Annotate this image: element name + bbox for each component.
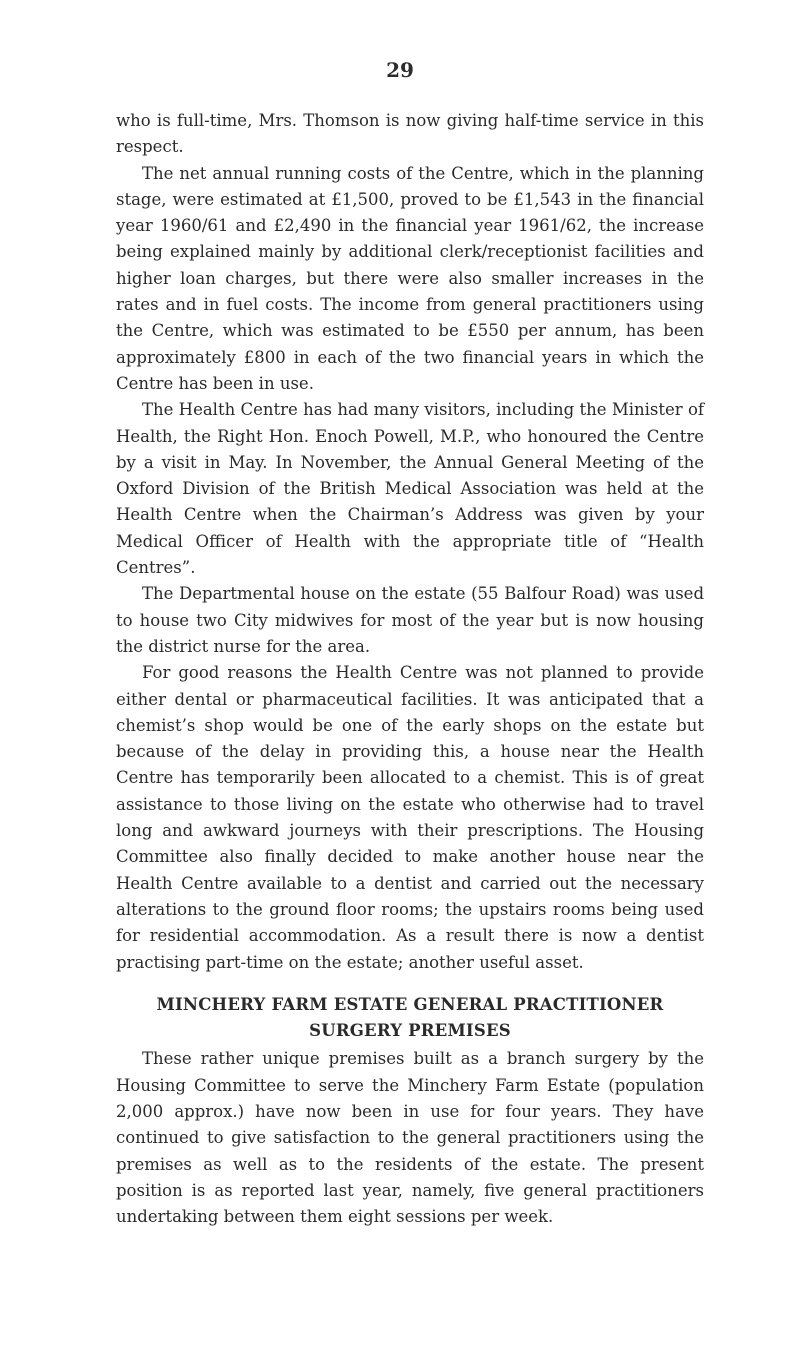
- paragraph-departmental-house: The Departmental house on the estate (55 Balfour Road) was used to house two City midwives for most of the year but is now housing the district nurse for the area.: [116, 584, 704, 656]
- paragraph-surgery-premises: These rather unique premises built as a branch surgery by the Housing Committee to serve the Minchery Farm Estate (population 2,000 approx.) have now been in use for four years. They have continued to give satisfaction to the general practitioners using the premises as well as to the residents of the estate. The present position is as reported last year, namely, five general practitioners undertaking between them eight sessions per week.: [116, 1049, 704, 1227]
- page-number: 29: [386, 58, 414, 82]
- paragraph-continuation: who is full-time, Mrs. Thomson is now giving half-time service in this respect.: [116, 111, 704, 157]
- body-text: [116, 108, 704, 1230]
- paragraph-dental-pharmaceutical: For good reasons the Health Centre was not planned to provide either dental or pharmaceutical facilities. It was anticipated that a chemist’s shop would be one of the early shops on the estate but because of the delay in providing this, a house near the Health Centre has temporarily been allocated to a chemist. This is of great assistance to those living on the estate who otherwise had to travel long and awkward journeys with their prescriptions. The Housing Committee also finally decided to make another house near the Health Centre available to a dentist and carried out the necessary alterations to the ground floor rooms; the upstairs rooms being used for residential accommodation. As a result there is now a dentist practising part-time on the estate; another useful asset.: [116, 663, 704, 972]
- paragraph-visitors: The Health Centre has had many visitors, including the Minister of Health, the Right Hon. Enoch Powell, M.P., who honoured the Centre by a visit in May. In November, the Annual General Meeting of the Oxford Division of the British Medical Association was held at the Health Centre when the Chairman’s Address was given by your Medical Officer of Health with the appropriate title of “Health Centres”.: [116, 400, 704, 578]
- section-heading: MINCHERY FARM ESTATE GENERAL PRACTITIONER SURGERY PREMISES: [156, 994, 664, 1041]
- paragraph-running-costs: The net annual running costs of the Centre, which in the planning stage, were estimated at £1,500, proved to be £1,543 in the financial year 1960/61 and £2,490 in the financial year 1961/62, the increase being explained mainly by additional clerk/receptionist facilities and higher loan charges, but there were also smaller increases in the rates and in fuel costs. The income from general practitioners using the Centre, which was estimated to be £550 per annum, has been approximately £800 in each of the two financial years in which the Centre has been in use.: [116, 163, 704, 393]
